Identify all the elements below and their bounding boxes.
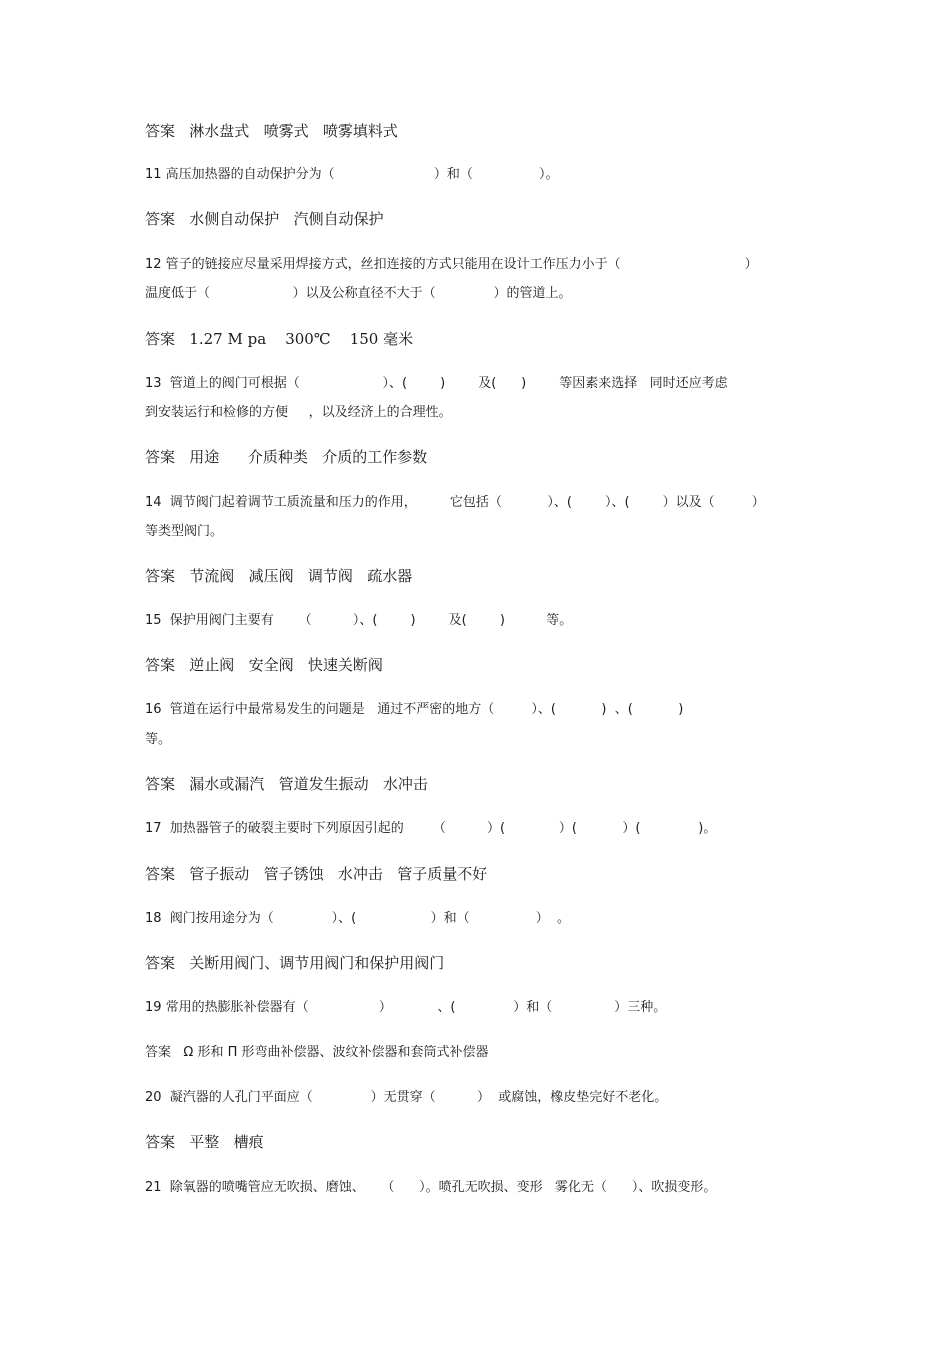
answer-line: 答案 平整 槽痕 — [145, 1133, 264, 1151]
question-line: 11 高压加热器的自动保护分为（ ）和（ ）。 — [145, 167, 559, 182]
question-line: 等。 — [145, 732, 172, 747]
answer-line: 答案 逆止阀 安全阀 快速关断阀 — [145, 656, 383, 674]
question-line: 21 除氧器的喷嘴管应无吹损、磨蚀、 （ ）。喷孔无吹损、变形 雾化无（ ）、吹损变形。 — [145, 1180, 717, 1195]
answer-line: 答案 关断用阀门、调节用阀门和保护用阀门 — [145, 954, 445, 972]
question-line: 13 管道上的阀门可根据（ ）、( ) 及( ) 等因素来选择 同时还应考虑 — [145, 376, 728, 391]
answer-line: 答案 用途 介质种类 介质的工作参数 — [145, 448, 428, 466]
question-line: 12 管子的链接应尽量采用焊接方式，丝扣连接的方式只能用在设计工作压力小于（ ） — [145, 257, 758, 272]
question-line: 15 保护用阀门主要有 （ ）、( ) 及( ) 等。 — [145, 613, 573, 628]
answer-line: 答案 水侧自动保护 汽侧自动保护 — [145, 210, 384, 228]
answer-line: 答案 节流阀 减压阀 调节阀 疏水器 — [145, 567, 413, 585]
answer-line: 答案 Ω 形和 Π 形弯曲补偿器、波纹补偿器和套筒式补偿器 — [145, 1045, 489, 1060]
question-line: 等类型阀门。 — [145, 524, 224, 539]
question-line: 19 常用的热膨胀补偿器有（ ） 、( ）和（ ）三种。 — [145, 1000, 667, 1015]
answer-line: 答案 1.27 M pa 300℃ 150 毫米 — [145, 330, 414, 348]
question-line: 到安装运行和检修的方便 ，以及经济上的合理性。 — [145, 405, 452, 420]
question-line: 20 凝汽器的人孔门平面应（ ）无贯穿（ ） 或腐蚀，橡皮垫完好不老化。 — [145, 1090, 668, 1105]
answer-line: 答案 漏水或漏汽 管道发生振动 水冲击 — [145, 775, 428, 793]
question-line: 14 调节阀门起着调节工质流量和压力的作用， 它包括（ ）、( ）、( ）以及（ ） — [145, 495, 765, 510]
question-line: 18 阀门按用途分为（ ）、( ）和（ ） 。 — [145, 911, 570, 926]
answer-line: 答案 管子振动 管子锈蚀 水冲击 管子质量不好 — [145, 865, 488, 883]
question-line: 17 加热器管子的破裂主要时下列原因引起的 （ ）( ）( ）( )。 — [145, 821, 717, 836]
question-line: 16 管道在运行中最常易发生的问题是 通过不严密的地方（ ）、( ) 、( ) — [145, 702, 684, 717]
question-line: 温度低于（ ）以及公称直径不大于（ ）的管道上。 — [145, 286, 572, 301]
answer-line: 答案 淋水盘式 喷雾式 喷雾填料式 — [145, 122, 398, 140]
